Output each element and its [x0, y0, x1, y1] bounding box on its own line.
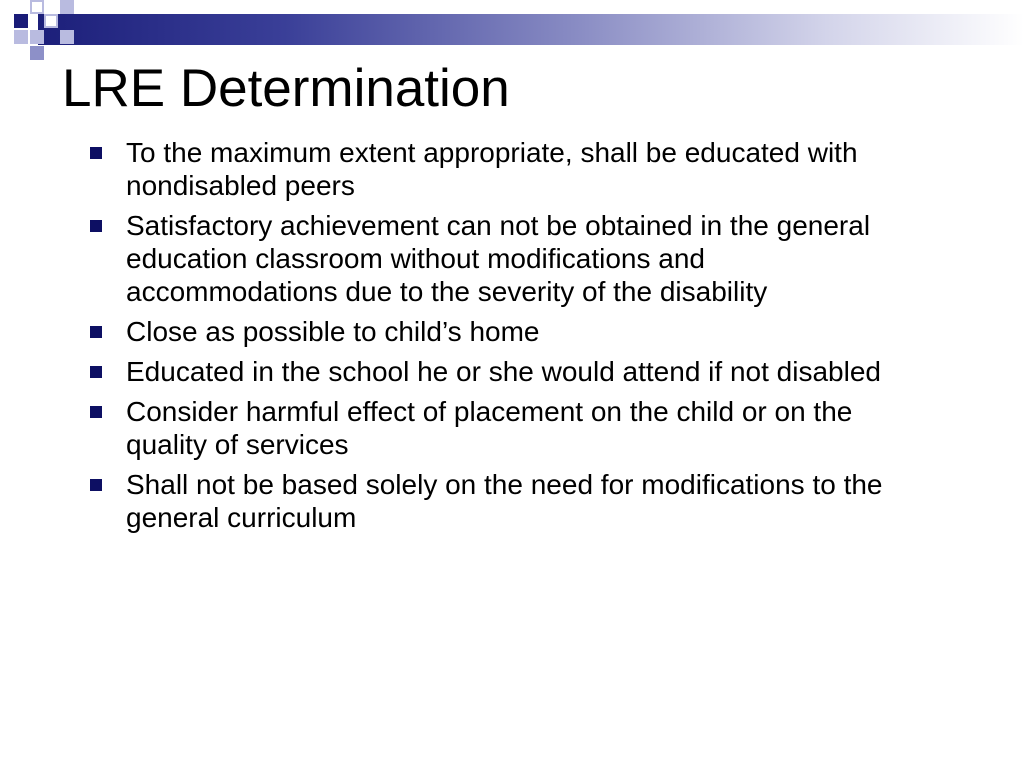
- bullet-text: Satisfactory achievement can not be obtained in the general education classroom without modifications and accommodations due to the severity of the disability: [126, 210, 871, 307]
- bullet-item: [90, 468, 920, 534]
- square-bullet-icon: [90, 326, 102, 338]
- corner-square-outline: [30, 0, 44, 14]
- bullet-text: To the maximum extent appropriate, shall be educated with nondisabled peers: [126, 137, 858, 201]
- corner-square-outline-2: [44, 14, 58, 28]
- corner-square-mid: [30, 46, 44, 60]
- square-bullet-icon: [90, 147, 102, 159]
- corner-square-navy: [14, 14, 28, 28]
- bullet-item: [90, 209, 920, 308]
- bullet-item: [90, 136, 920, 202]
- bullet-text: Shall not be based solely on the need for modifications to the general curriculum: [126, 469, 883, 533]
- corner-square-light-4: [60, 30, 74, 44]
- bullet-text: Consider harmful effect of placement on the child or on the quality of services: [126, 396, 853, 460]
- bullet-text: Close as possible to child’s home: [126, 316, 540, 347]
- header-gradient-bar: [38, 14, 1024, 45]
- bullet-text: Educated in the school he or she would attend if not disabled: [126, 356, 881, 387]
- bullet-item: [90, 395, 920, 461]
- corner-square-light-3: [14, 30, 28, 44]
- corner-square-light: [60, 0, 74, 14]
- corner-square-light-2: [30, 30, 44, 44]
- bullet-item: [90, 355, 920, 388]
- bullet-list: [90, 136, 920, 541]
- slide-title: LRE Determination: [62, 59, 510, 118]
- square-bullet-icon: [90, 406, 102, 418]
- bullet-item: [90, 315, 920, 348]
- square-bullet-icon: [90, 220, 102, 232]
- square-bullet-icon: [90, 366, 102, 378]
- square-bullet-icon: [90, 479, 102, 491]
